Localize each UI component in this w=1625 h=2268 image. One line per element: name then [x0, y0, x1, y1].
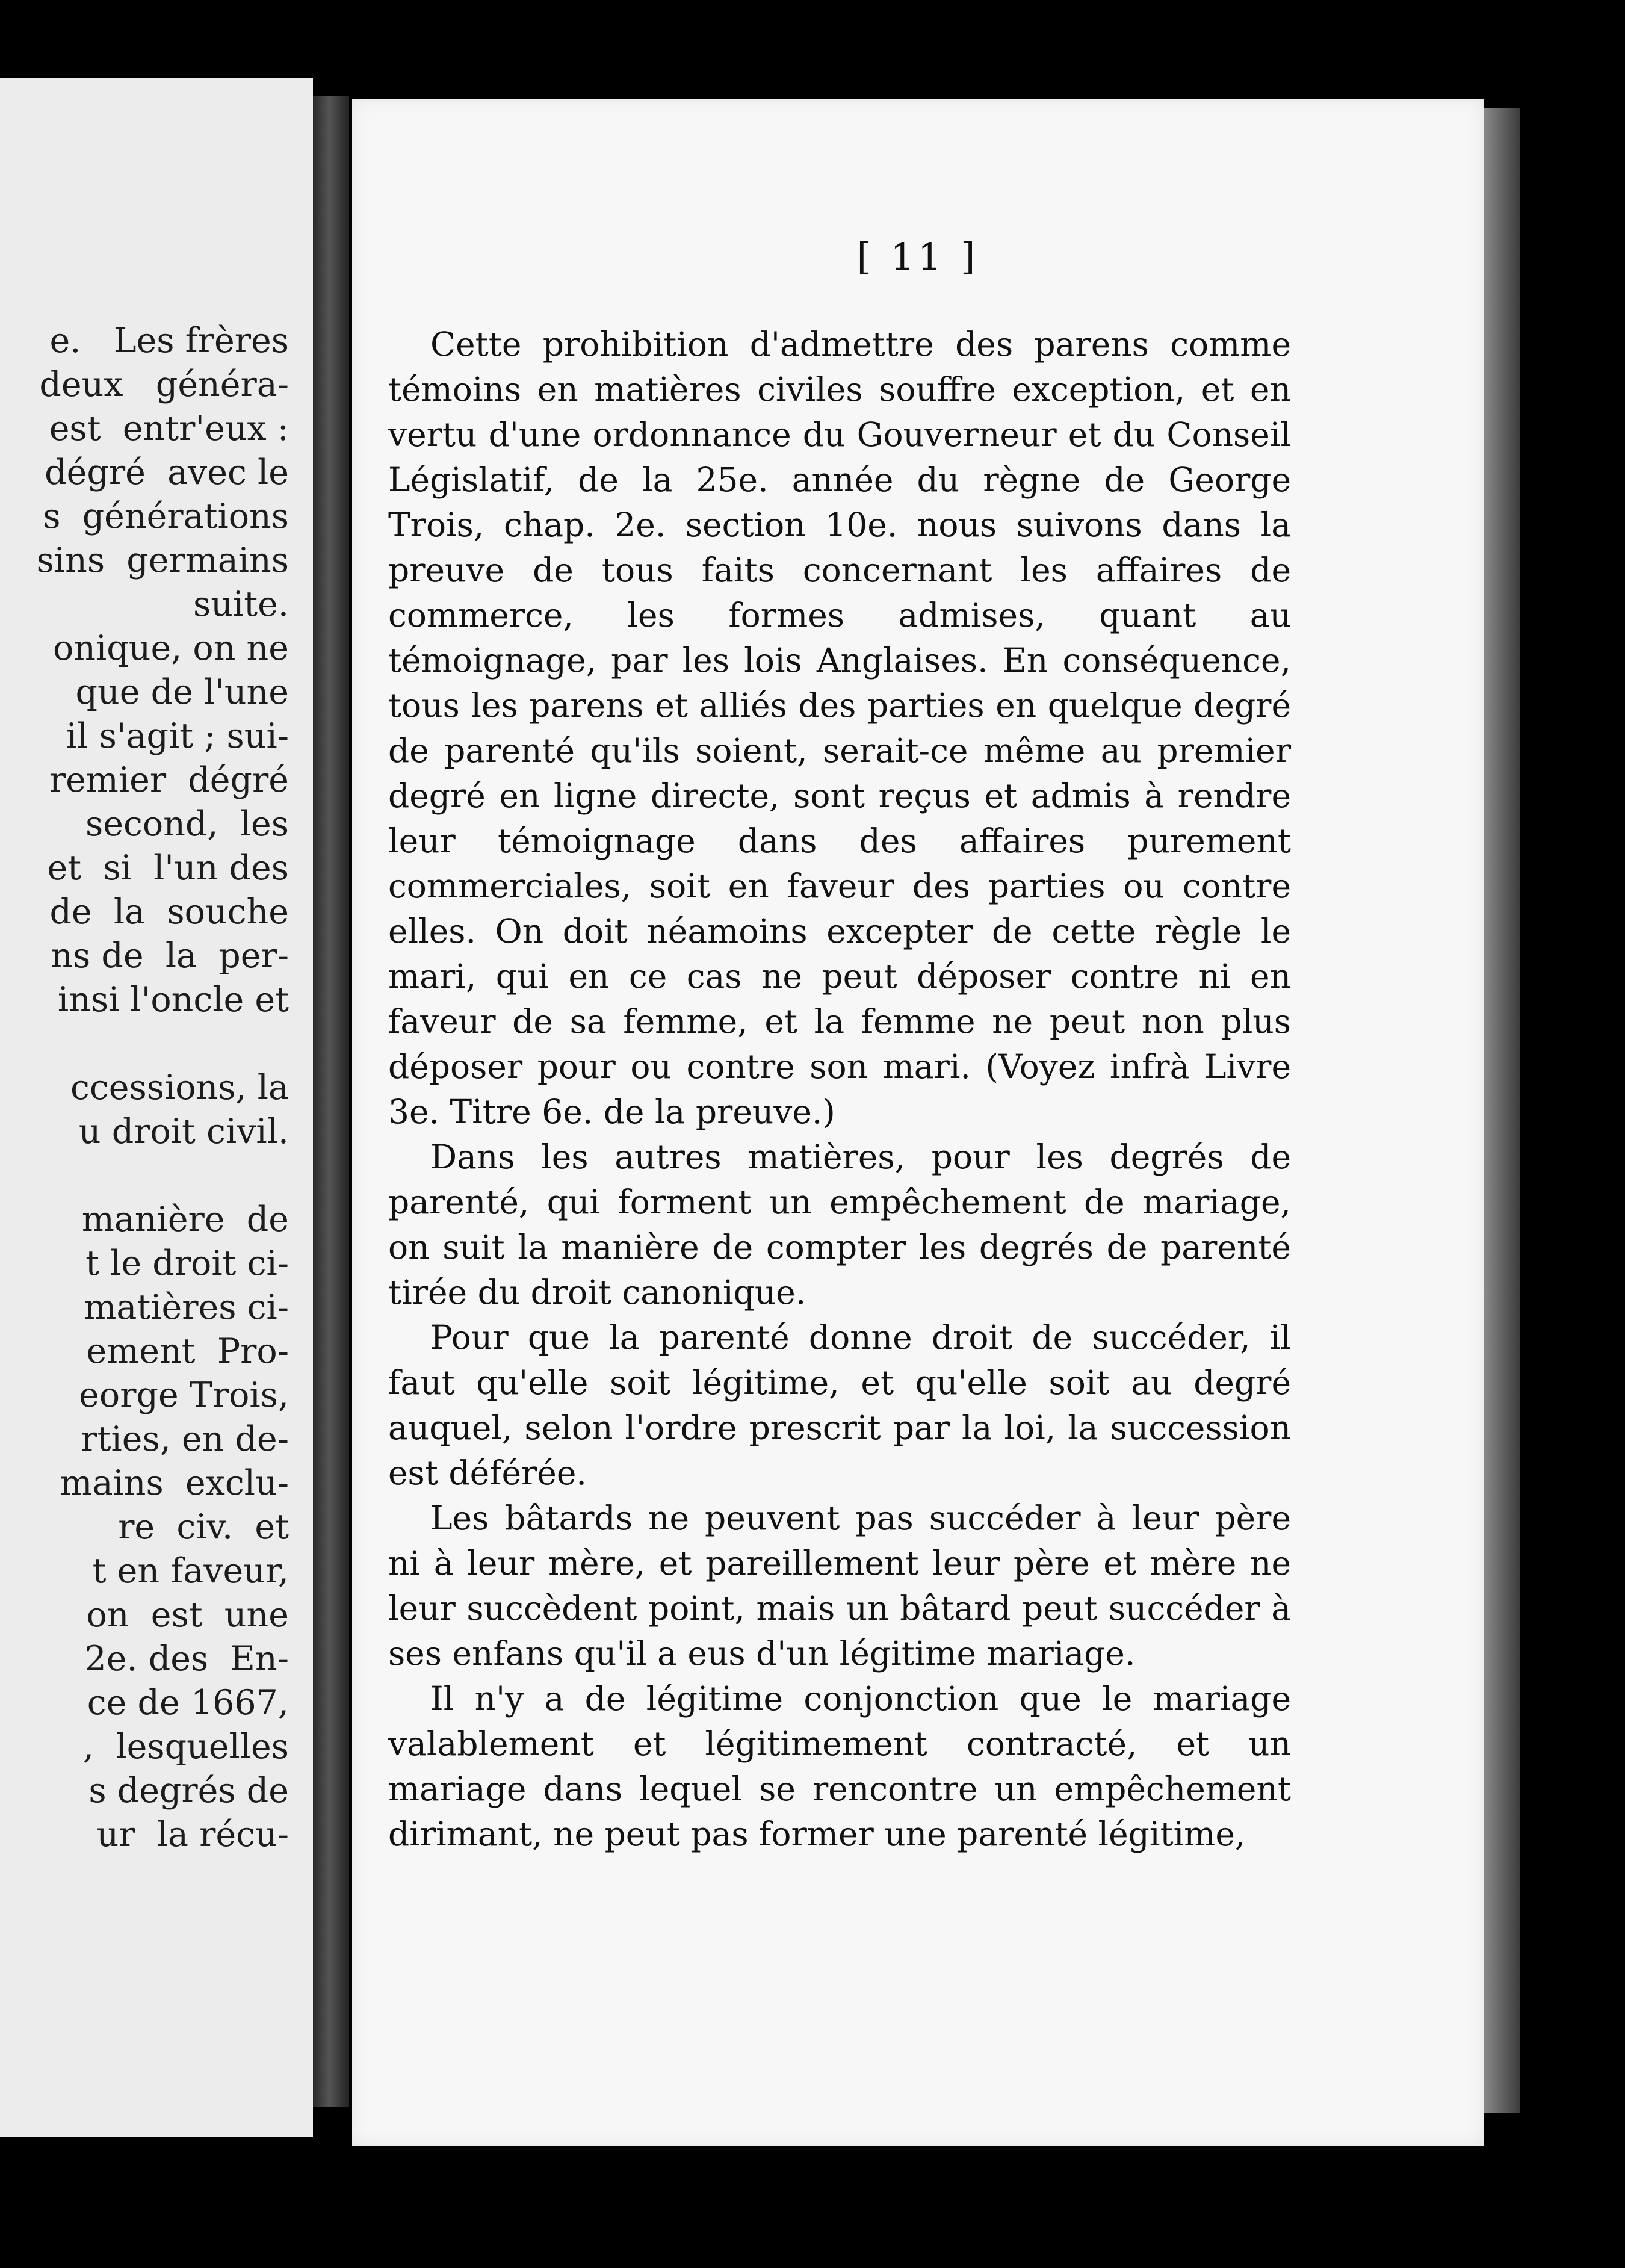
facing-page-line: t en faveur,: [92, 1551, 289, 1591]
facing-page-line: matières ci-: [84, 1287, 289, 1327]
facing-page-line: e. Les frères: [49, 321, 289, 361]
facing-page-line: t le droit ci-: [85, 1244, 289, 1283]
facing-page-line: ns de la per-: [51, 936, 289, 976]
facing-page-line: et si l'un des: [47, 848, 289, 888]
facing-page-line: , lesquelles: [83, 1727, 289, 1767]
facing-page-line: [37, 1154, 289, 1198]
paragraph-1: Cette prohibition d'admettre des parens comme témoins en matières civiles souffre exception, et en vertu d'une ordonnance du Gouverneur et du Conseil Législatif, de la 25e. année du règne de George Trois, chap. 2e. section 10e. nous suivons dans la preuve de tous faits concernant les affaires de commerce, les formes admises, quant au témoignage, par les lois Anglaises. En conséquence, tous les parens et alliés des parties en quelque degré de parenté qu'ils soient, serait-ce même au premier degré en ligne directe, sont reçus et admis à rendre leur témoignage dans des affaires purement commerciales, soit en faveur des parties ou contre elles. On doit néamoins excepter de cette règle le mari, qui en ce cas ne peut déposer contre ni en faveur de sa femme, et la femme ne peut non plus déposer pour ou contre son mari. (Voyez infrà Livre 3e. Titre 6e. de la preuve.): [388, 325, 1291, 1131]
facing-page: [0, 78, 313, 2137]
facing-page-line: dégré avec le: [45, 453, 289, 492]
facing-page-line: suite.: [193, 584, 289, 624]
main-page: [352, 99, 1484, 2146]
facing-page-line: eorge Trois,: [79, 1375, 289, 1415]
facing-page-line: remier dégré: [49, 760, 289, 800]
facing-page-line: rties, en de-: [81, 1419, 289, 1459]
page-edge: [1484, 108, 1520, 2113]
facing-page-line: est entr'eux :: [49, 409, 289, 448]
facing-page-text: [37, 319, 289, 1857]
page-body: [388, 322, 1291, 1857]
facing-page-line: u droit civil.: [78, 1112, 289, 1151]
facing-page-line: s générations: [43, 497, 289, 536]
facing-page-line: onique, on ne: [52, 628, 289, 668]
paragraph-4: Les bâtards ne peuvent pas succéder à leur père ni à leur mère, et pareillement leur père et mère ne leur succèdent point, mais un bâtard peut succéder à ses enfans qu'il a eus d'un légitime mariage.: [388, 1499, 1291, 1673]
facing-page-line: second, les: [85, 804, 289, 844]
facing-page-line: manière de: [81, 1200, 289, 1239]
facing-page-line: mains exclu-: [60, 1463, 289, 1503]
facing-page-line: ccessions, la: [70, 1068, 289, 1108]
facing-page-line: insi l'oncle et: [57, 980, 289, 1020]
facing-page-line: de la souche: [49, 892, 289, 932]
facing-page-line: [37, 1022, 289, 1066]
paragraph-5: Il n'y a de légitime conjonction que le mariage valablement et légitimement contracté, et un mariage dans lequel se rencontre un empêchement dirimant, ne peut pas former une parenté légitime,: [388, 1679, 1291, 1853]
facing-page-line: ement Pro-: [86, 1331, 289, 1371]
paragraph-2: Dans les autres matières, pour les degrés de parenté, qui forment un empêchement de mariage, on suit la manière de compter les degrés de parenté tirée du droit canonique.: [388, 1138, 1291, 1312]
facing-page-line: on est une: [86, 1595, 289, 1635]
facing-page-line: 2e. des En-: [84, 1639, 289, 1679]
page-number: [ 11 ]: [856, 235, 979, 279]
book-gutter: [313, 96, 349, 2107]
facing-page-line: sins germains: [36, 541, 289, 580]
facing-page-line: ce de 1667,: [87, 1683, 289, 1723]
facing-page-line: ur la récu-: [96, 1815, 289, 1854]
facing-page-line: s degrés de: [88, 1771, 289, 1811]
paragraph-3: Pour que la parenté donne droit de succéder, il faut qu'elle soit légitime, et qu'elle soit au degré auquel, selon l'ordre prescrit par la loi, la succession est déférée.: [388, 1318, 1291, 1492]
facing-page-line: re civ. et: [118, 1507, 289, 1547]
facing-page-line: que de l'une: [75, 672, 289, 712]
facing-page-line: deux généra-: [39, 365, 289, 404]
facing-page-line: il s'agit ; sui-: [66, 716, 289, 756]
